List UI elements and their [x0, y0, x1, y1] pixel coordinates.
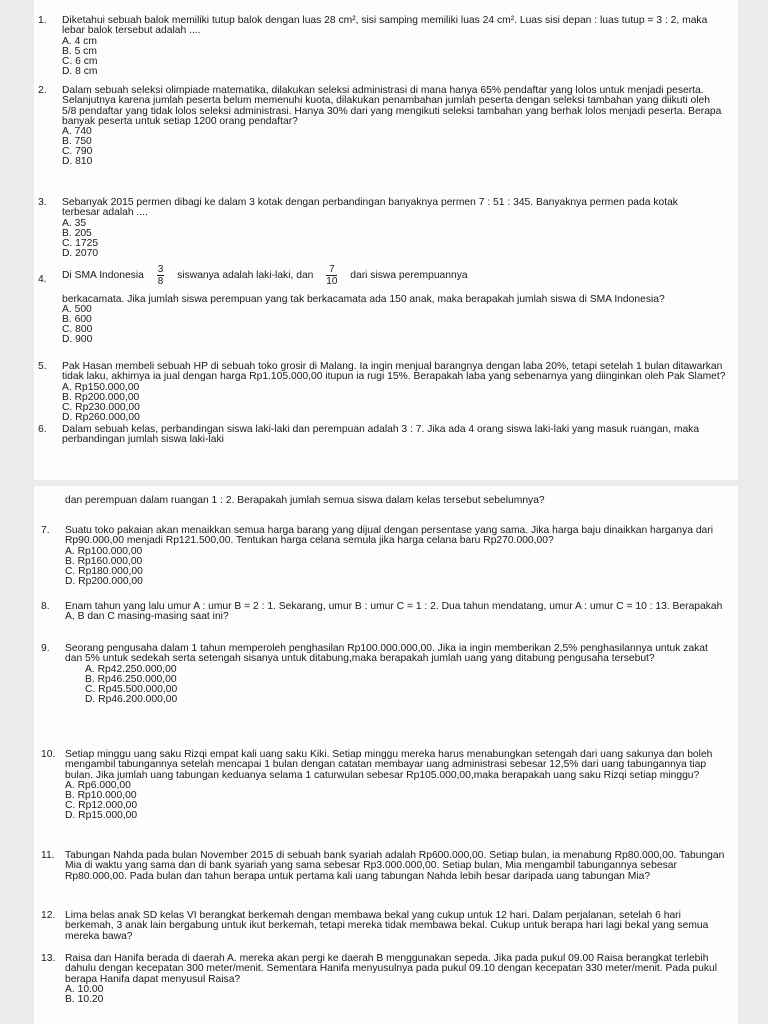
- question-text: Dalam sebuah kelas, perbandingan siswa laki-laki dan perempuan adalah 3 : 7. Jika ada 4 orang siswa laki-laki yang masuk ruangan, maka perbandingan jumlah siswa laki-laki: [62, 424, 700, 446]
- question-2: [38, 85, 727, 168]
- answer-option: A. Rp6.000,00: [65, 779, 131, 791]
- question-number: 1.: [38, 15, 47, 26]
- question-text: Tabungan Nahda pada bulan November 2015 di sebuah bank syariah adalah Rp600.000,00. Setiap bulan, ia menabung Rp80.000,00. Tabungan Mia di waktu yang sama dan di bank syariah yang sama sebesar Rp3.000.000,00. Setiap bulan, Mia mengambil tabungannya sebesar Rp80.000,00. Pada bulan dan tahun berapa untuk pertama kali uang tabungan Nahda lebih besar daripada uang tabungan Mia?: [65, 850, 725, 882]
- question-1: [38, 15, 722, 77]
- answer-option: A. Rp42.250.000,00: [85, 663, 177, 675]
- question-text: Seorang pengusaha dalam 1 tahun memperoleh penghasilan Rp100.000.000,00. Jika ia ingin memberikan 2,5% penghasilannya untuk zakat dan 5% untuk sedekah serta setengah sisanya untuk ditabung,maka berapakah jumlah uang yang ditabung pengusaha tersebut?: [65, 643, 708, 665]
- answer-option: D. Rp200.000,00: [65, 575, 143, 587]
- answer-option: B. Rp46.250.000,00: [85, 673, 177, 685]
- answer-option: A. 500: [62, 304, 92, 316]
- answer-options: [65, 985, 725, 1005]
- answer-options: [85, 665, 727, 705]
- answer-option: D. Rp46.200.000,00: [85, 693, 178, 705]
- question-number: 2.: [38, 85, 47, 96]
- question-text: berkacamata. Jika jumlah siswa perempuan yang tak berkacamata ada 150 anak, maka berapakah jumlah siswa di SMA Indonesia?: [62, 294, 665, 305]
- answer-option: D. Rp260.000,00: [62, 411, 140, 423]
- fraction-seven-tenths: $\frac{7}{10}$: [326, 264, 338, 287]
- question-number: 8.: [41, 601, 50, 612]
- answer-option: A. Rp150.000,00: [62, 381, 140, 393]
- answer-option: C. 1725: [62, 237, 99, 249]
- question-text: Lima belas anak SD kelas VI berangkat berkemah dengan membawa bekal yang cukup untuk 12 hari. Dalam perjalanan, setelah 6 hari berkemah, 3 anak lain bergabung untuk ikut berkemah, tetapi mereka tidak membawa bekal. Cukup untuk berapa hari lagi bekal yang semua mereka bawa?: [65, 910, 709, 942]
- question-text: Dalam sebuah seleksi olimpiade matematika, dilakukan seleksi administrasi di mana hanya 65% pendaftar yang lolos untuk menjadi peserta. Selanjutnya karena jumlah peserta belum memenuhi kuota, dilakukan penambahan jumlah peserta dengan seleksi tambahan yang diikuti oleh 5/8 pendaftar yang tidak lolos seleksi administrasi. Hanya 30% dari yang mengikuti seleksi tambahan yang berhak lolos menjadi peserta. Berapa banyak peserta untuk setiap 1200 orang pendaftar?: [62, 85, 722, 127]
- answer-option: C. Rp230.000,00: [62, 401, 140, 413]
- question-11: [41, 850, 725, 882]
- question-text: dan perempuan dalam ruangan 1 : 2. Berapakah jumlah semua siswa dalam kelas tersebut sebelumnya?: [65, 495, 545, 506]
- answer-option: B. Rp160.000,00: [65, 555, 143, 567]
- page-sheet-2: [34, 486, 738, 1024]
- question-9: [41, 643, 727, 705]
- question-number: 4.: [38, 274, 47, 285]
- answer-option: B. Rp200.000,00: [62, 391, 140, 403]
- answer-option: A. 740: [62, 126, 92, 138]
- question-number: 10.: [41, 749, 56, 760]
- question-text-part: Di SMA Indonesia: [62, 270, 144, 282]
- fraction-three-eighths: $\frac{3}{8}$: [157, 264, 164, 287]
- question-10: [41, 749, 728, 821]
- answer-option: A. 35: [62, 217, 87, 229]
- answer-option: C. Rp12.000,00: [65, 799, 138, 811]
- question-number: 6.: [38, 424, 47, 435]
- answer-option: A. 10.00: [65, 983, 104, 995]
- answer-option: C. Rp45.500.000,00: [85, 683, 178, 695]
- answer-option: D. 900: [62, 334, 93, 346]
- answer-option: B. 205: [62, 227, 92, 239]
- question-text: Sebanyak 2015 permen dibagi ke dalam 3 kotak dengan perbandingan banyaknya permen 7 : 51 : 345. Banyaknya permen pada kotak terbesar adalah ....: [62, 197, 678, 219]
- answer-option: D. 810: [62, 156, 93, 168]
- answer-option: B. 600: [62, 314, 92, 326]
- answer-options: [62, 127, 727, 167]
- answer-option: D. 2070: [62, 247, 99, 259]
- answer-options: [62, 37, 722, 77]
- question-5: [38, 361, 727, 423]
- question-12: [41, 910, 725, 942]
- answer-option: A. Rp100.000,00: [65, 545, 143, 557]
- answer-option: A. 4 cm: [62, 35, 97, 47]
- question-number: 5.: [38, 361, 47, 372]
- question-6: [38, 424, 727, 446]
- answer-option: B. 750: [62, 136, 92, 148]
- answer-options: [65, 781, 728, 821]
- question-number: 9.: [41, 643, 50, 654]
- answer-option: C. 800: [62, 324, 93, 336]
- question-4-fraction-line: [62, 264, 727, 287]
- question-3: [38, 197, 712, 259]
- answer-option: D. Rp15.000,00: [65, 809, 138, 821]
- question-13: [41, 953, 725, 1005]
- question-8: [41, 601, 725, 623]
- answer-option: B. 10.20: [65, 993, 104, 1005]
- answer-option: B. 5 cm: [62, 45, 97, 57]
- question-6-continued: [65, 496, 720, 506]
- answer-option: C. 790: [62, 146, 93, 158]
- question-text-part: siswanya adalah laki-laki, dan: [177, 270, 314, 282]
- question-number: 12.: [41, 910, 56, 921]
- answer-options: [62, 383, 727, 423]
- answer-options: [62, 305, 727, 345]
- question-4: [38, 264, 727, 346]
- answer-option: C. 6 cm: [62, 55, 98, 67]
- question-text: Diketahui sebuah balok memiliki tutup balok dengan luas 28 cm², sisi samping memiliki luas 24 cm². Luas sisi depan : luas tutup = 3 : 2, maka lebar balok tersebut adalah ....: [62, 15, 708, 37]
- page-sheet-1: [34, 0, 738, 480]
- question-number: 11.: [41, 850, 55, 861]
- question-text: Enam tahun yang lalu umur A : umur B = 2 : 1. Sekarang, umur B : umur C = 1 : 2. Dua tahun mendatang, umur A : umur C = 10 : 13. Berapakah A, B dan C masing-masing saat ini?: [65, 601, 723, 623]
- question-number: 13.: [41, 953, 56, 964]
- question-text-part: dari siswa perempuannya: [350, 270, 468, 282]
- question-number: 3.: [38, 197, 47, 208]
- question-text: Suatu toko pakaian akan menaikkan semua harga barang yang dijual dengan persentase yang sama. Jika harga baju dinaikkan harganya dari Rp90.000,00 menjadi Rp121.500,00. Tentukan harga celana semula jika harga celana baru Rp270.000,00?: [65, 525, 713, 547]
- answer-option: D. 8 cm: [62, 65, 98, 77]
- answer-options: [62, 219, 712, 259]
- question-number: 7.: [41, 525, 50, 536]
- answer-options: [65, 547, 725, 587]
- question-text: Raisa dan Hanifa berada di daerah A. mereka akan pergi ke daerah B menggunakan sepeda. Jika pada pukul 09.00 Raisa berangkat terlebih dahulu dengan kecepatan 300 meter/menit. Sementara Hanifa menyusulnya pada pukul 09.10 dengan kecepatan 330 meter/menit. Pada pukul berapa Hanifa dapat menyusul Raisa?: [65, 953, 718, 985]
- answer-option: B. Rp10.000,00: [65, 789, 137, 801]
- question-text: Setiap minggu uang saku Rizqi empat kali uang saku Kiki. Setiap minggu mereka harus menabungkan setengah dari uang sakunya dan boleh mengambil tabungannya setelah mencapai 1 bulan dengan catatan membayar uang administrasi sebesar 12,5% dari uang tabungannya tiap bulan. Jika jumlah uang tabungan keduanya selama 1 caturwulan sebesar Rp105.000,00,maka berapakah uang saku Rizqi setiap minggu?: [65, 749, 713, 781]
- question-text: Pak Hasan membeli sebuah HP di sebuah toko grosir di Malang. Ia ingin menjual barangnya dengan laba 20%, tetapi setelah 1 bulan ditawarkan tidak laku, akhirnya ia jual dengan harga Rp1.105.000,00 itupun ia rugi 15%. Berapakah laba yang sebenarnya yang diinginkan oleh Pak Slamet?: [62, 361, 726, 383]
- answer-option: C. Rp180.000,00: [65, 565, 143, 577]
- question-7: [41, 525, 725, 587]
